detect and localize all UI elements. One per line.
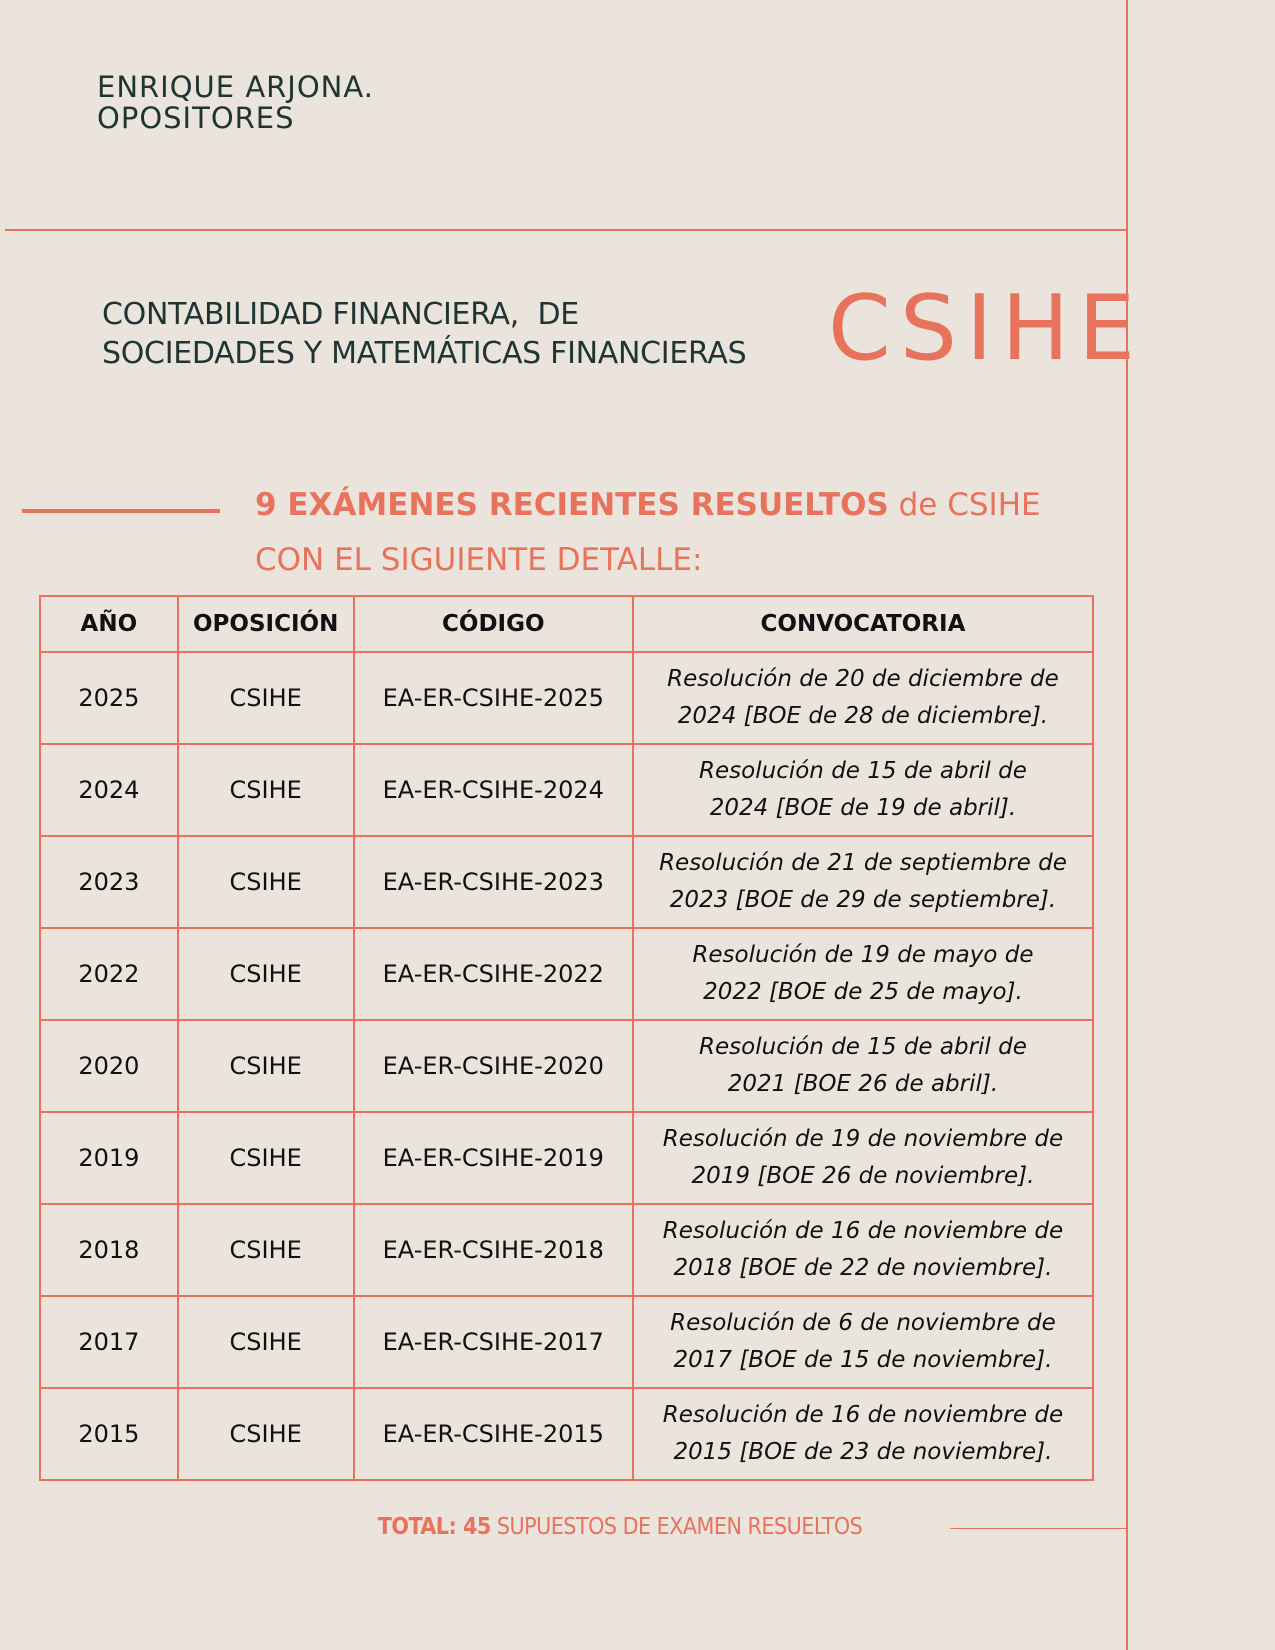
table-row: [40, 928, 1093, 1020]
conv-line-1: Resolución de 15 de abril de: [699, 758, 1027, 784]
header-year: AÑO: [40, 596, 178, 652]
cell-oposicion: CSIHE: [178, 1388, 354, 1480]
conv-line-2: 2022 [BOE de 25 de mayo].: [703, 979, 1023, 1005]
cell-oposicion: CSIHE: [178, 744, 354, 836]
cell-oposicion: CSIHE: [178, 836, 354, 928]
cell-codigo: EA-ER-CSIHE-2025: [354, 652, 633, 744]
conv-line-1: Resolución de 16 de noviembre de: [662, 1402, 1064, 1428]
conv-line-1: Resolución de 20 de diciembre de: [667, 666, 1059, 692]
brand-logo: [97, 72, 374, 134]
conv-line-1: Resolución de 19 de noviembre de: [662, 1126, 1064, 1152]
cell-codigo: EA-ER-CSIHE-2015: [354, 1388, 633, 1480]
conv-line-2: 2021 [BOE 26 de abril].: [727, 1071, 999, 1097]
conv-line-1: Resolución de 15 de abril de: [699, 1034, 1027, 1060]
total-label: TOTAL: 45: [377, 1514, 491, 1540]
cell-codigo: EA-ER-CSIHE-2017: [354, 1296, 633, 1388]
cell-convocatoria: [633, 1204, 1093, 1296]
conv-line-2: 2015 [BOE de 23 de noviembre].: [673, 1439, 1053, 1465]
cell-year: 2024: [40, 744, 178, 836]
cell-codigo: EA-ER-CSIHE-2023: [354, 836, 633, 928]
heading-accent-rule: [22, 509, 220, 513]
cell-convocatoria: [633, 652, 1093, 744]
header-codigo: CÓDIGO: [354, 596, 633, 652]
heading-bold: 9 EXÁMENES RECIENTES RESUELTOS: [255, 487, 889, 523]
conv-line-2: 2024 [BOE de 19 de abril].: [709, 795, 1017, 821]
brand-line-2: OPOSITORES: [97, 101, 295, 135]
table-row: [40, 1020, 1093, 1112]
conv-line-1: Resolución de 21 de septiembre de: [659, 850, 1067, 876]
cell-convocatoria: [633, 928, 1093, 1020]
exam-code-title: CSIHE: [828, 276, 1145, 381]
cell-year: 2023: [40, 836, 178, 928]
total-summary: [0, 1514, 1240, 1540]
conv-line-2: 2018 [BOE de 22 de noviembre].: [673, 1255, 1053, 1281]
table-row: [40, 1296, 1093, 1388]
table-row: [40, 836, 1093, 928]
total-rest: SUPUESTOS DE EXAMEN RESUELTOS: [490, 1514, 863, 1540]
table-row: [40, 1388, 1093, 1480]
right-vertical-rule: [1126, 0, 1128, 1650]
header-convocatoria: CONVOCATORIA: [633, 596, 1093, 652]
header-oposicion: OPOSICIÓN: [178, 596, 354, 652]
conv-line-1: Resolución de 16 de noviembre de: [662, 1218, 1064, 1244]
table-row: [40, 744, 1093, 836]
cell-year: 2025: [40, 652, 178, 744]
cell-codigo: EA-ER-CSIHE-2022: [354, 928, 633, 1020]
cell-codigo: EA-ER-CSIHE-2020: [354, 1020, 633, 1112]
cell-year: 2015: [40, 1388, 178, 1480]
conv-line-2: 2023 [BOE de 29 de septiembre].: [669, 887, 1057, 913]
conv-line-2: 2019 [BOE 26 de noviembre].: [691, 1163, 1035, 1189]
cell-oposicion: CSIHE: [178, 1020, 354, 1112]
conv-line-2: 2024 [BOE de 28 de diciembre].: [677, 703, 1049, 729]
cell-oposicion: CSIHE: [178, 928, 354, 1020]
conv-line-1: Resolución de 19 de mayo de: [692, 942, 1034, 968]
heading-rest: de CSIHE: [888, 487, 1041, 523]
cell-year: 2020: [40, 1020, 178, 1112]
subject-line-2: SOCIEDADES Y MATEMÁTICAS FINANCIERAS: [102, 336, 747, 371]
cell-oposicion: CSIHE: [178, 1204, 354, 1296]
cell-convocatoria: [633, 1296, 1093, 1388]
heading-line-2: CON EL SIGUIENTE DETALLE:: [255, 542, 703, 578]
cell-convocatoria: [633, 1388, 1093, 1480]
cell-year: 2017: [40, 1296, 178, 1388]
footer-accent-rule: [950, 1528, 1127, 1529]
subject-title: [102, 295, 746, 373]
conv-line-2: 2017 [BOE de 15 de noviembre].: [673, 1347, 1053, 1373]
cell-oposicion: CSIHE: [178, 652, 354, 744]
subject-line-1: CONTABILIDAD FINANCIERA, DE: [102, 297, 579, 332]
cell-year: 2019: [40, 1112, 178, 1204]
conv-line-1: Resolución de 6 de noviembre de: [670, 1310, 1056, 1336]
table-header-row: [40, 596, 1093, 652]
cell-codigo: EA-ER-CSIHE-2024: [354, 744, 633, 836]
cell-year: 2022: [40, 928, 178, 1020]
table-row: [40, 1112, 1093, 1204]
cell-convocatoria: [633, 836, 1093, 928]
cell-convocatoria: [633, 1112, 1093, 1204]
cell-codigo: EA-ER-CSIHE-2019: [354, 1112, 633, 1204]
cell-codigo: EA-ER-CSIHE-2018: [354, 1204, 633, 1296]
cell-year: 2018: [40, 1204, 178, 1296]
cell-convocatoria: [633, 1020, 1093, 1112]
exams-table: [39, 595, 1094, 1481]
header-divider: [5, 229, 1128, 231]
brand-line-1: ENRIQUE ARJONA.: [97, 70, 374, 104]
table-row: [40, 652, 1093, 744]
section-heading: [255, 478, 1041, 588]
cell-convocatoria: [633, 744, 1093, 836]
cell-oposicion: CSIHE: [178, 1296, 354, 1388]
cell-oposicion: CSIHE: [178, 1112, 354, 1204]
table-row: [40, 1204, 1093, 1296]
